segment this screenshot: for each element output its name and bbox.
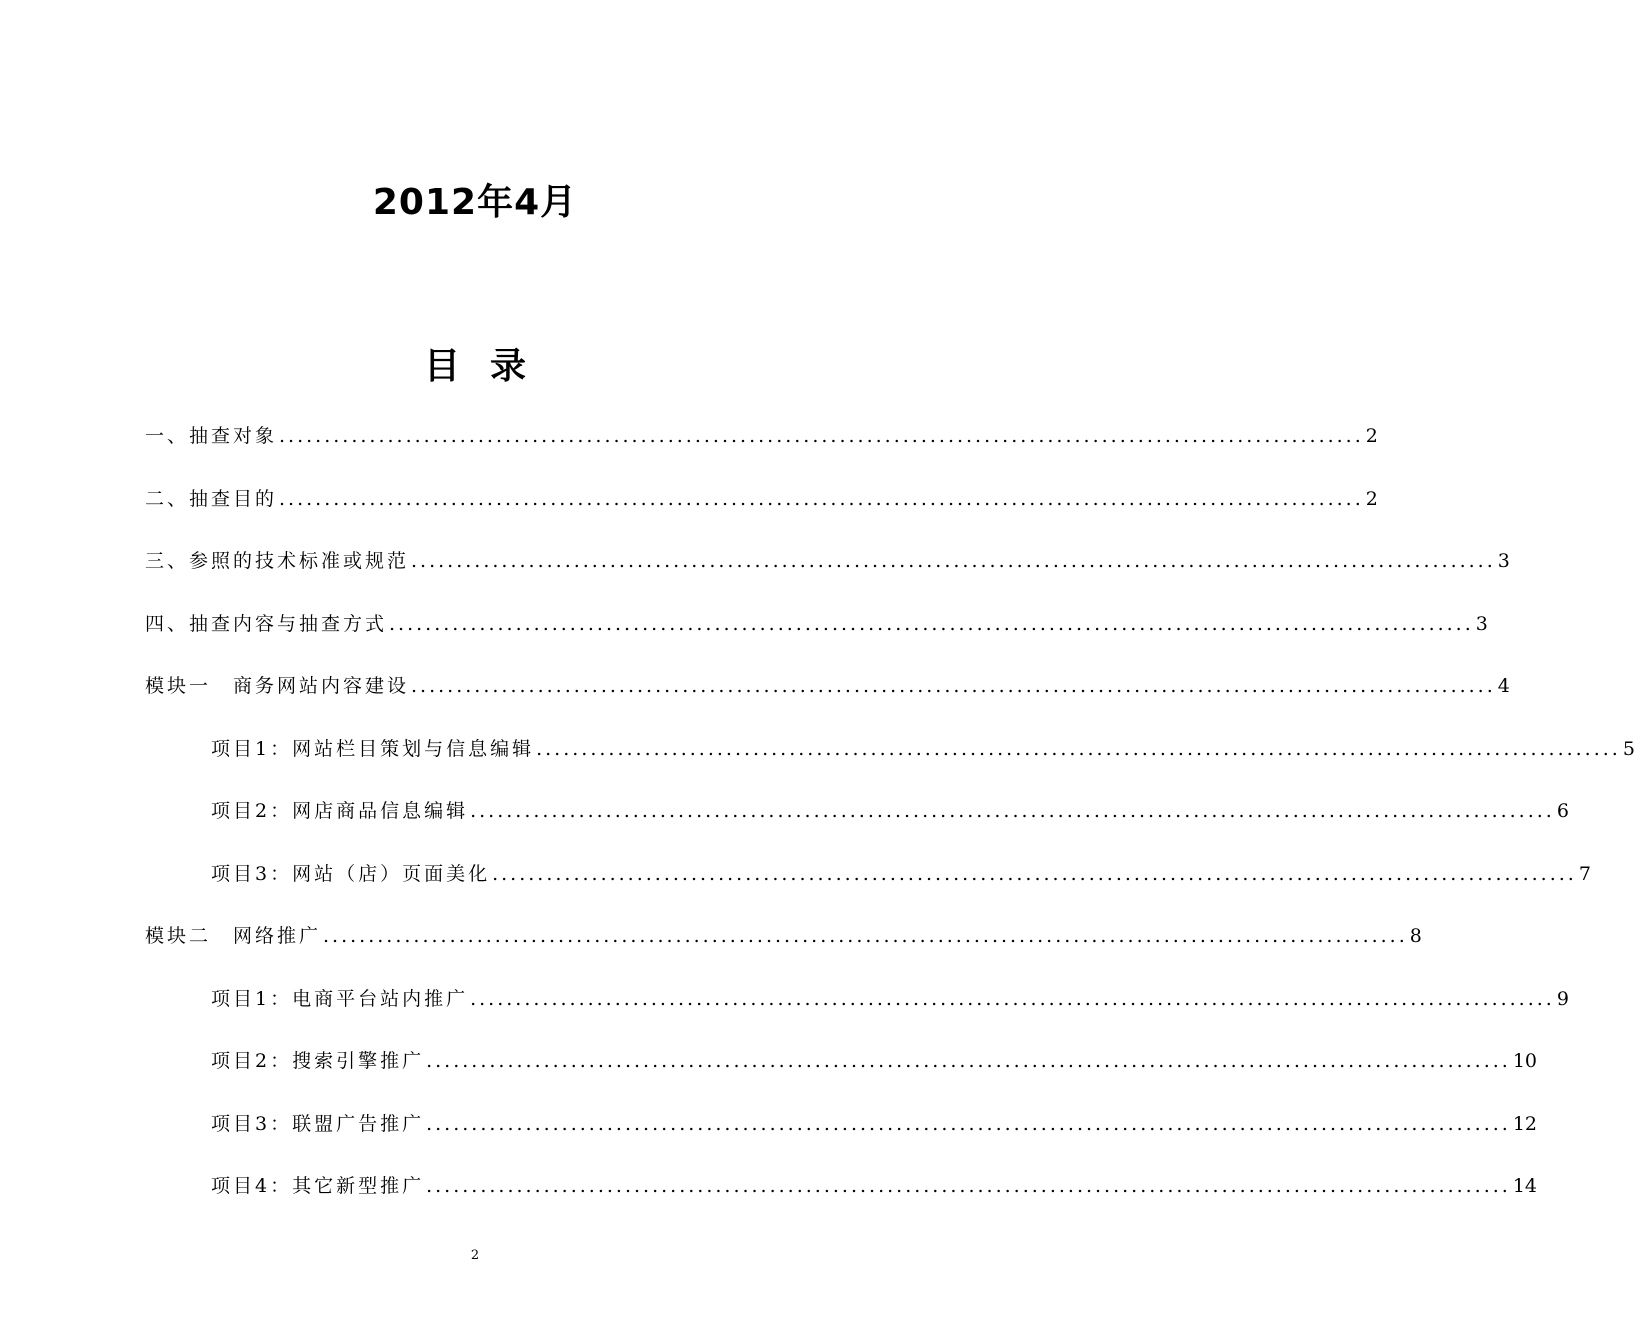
footer-page-number: 2 — [470, 1248, 480, 1263]
toc-entry-page: 9 — [1556, 987, 1569, 1010]
toc-entry-page: 5 — [1622, 737, 1635, 760]
toc-entry-label: 模块二 网络推广 — [145, 925, 322, 947]
toc-entry-page: 8 — [1409, 925, 1422, 947]
toc-entry[interactable] — [211, 1041, 1538, 1081]
toc-entry[interactable] — [145, 416, 1378, 456]
toc-entry[interactable] — [145, 604, 1488, 644]
toc-entry[interactable] — [211, 1104, 1538, 1144]
toc-leader-dots: ........................................................................................................................ — [426, 1175, 1511, 1197]
toc-entry[interactable] — [145, 666, 1510, 706]
toc-entry-page: 6 — [1556, 800, 1569, 822]
toc-leader-dots: ........................................................................................................................ — [536, 737, 1621, 760]
toc-entry-label: 三、参照的技术标准或规范 — [145, 550, 410, 572]
toc-entry-page: 4 — [1497, 675, 1510, 697]
toc-entry-label: 项目4：其它新型推广 — [211, 1175, 425, 1197]
toc-entry-page: 3 — [1497, 550, 1510, 572]
toc-entry[interactable] — [211, 791, 1569, 831]
toc-entry[interactable] — [211, 729, 1635, 769]
toc-entry-label: 四、抽查内容与抽查方式 — [145, 612, 388, 635]
toc-leader-dots: ........................................................................................................................ — [426, 1050, 1511, 1072]
toc-entry-page: 12 — [1512, 1112, 1538, 1135]
toc-leader-dots: ........................................................................................................................ — [470, 987, 1555, 1010]
toc-entry-label: 项目2：搜索引擎推广 — [211, 1050, 425, 1072]
toc-leader-dots: ........................................................................................................................ — [411, 550, 1496, 572]
toc-entry-page: 14 — [1512, 1175, 1538, 1197]
toc-leader-dots: ........................................................................................................................ — [492, 862, 1577, 885]
toc-leader-dots: ........................................................................................................................ — [279, 425, 1364, 447]
toc-leader-dots: ........................................................................................................................ — [279, 487, 1364, 510]
toc-entry-label: 项目1：电商平台站内推广 — [211, 987, 469, 1010]
toc-entry[interactable] — [145, 479, 1378, 519]
toc-entry-page: 7 — [1578, 862, 1591, 885]
toc-title: 目录 — [423, 346, 556, 387]
document-date: 2012年4月 — [372, 182, 578, 223]
toc-entry-label: 一、抽查对象 — [145, 425, 278, 447]
toc-entry-page: 3 — [1475, 612, 1488, 635]
toc-entry-label: 二、抽查目的 — [145, 487, 278, 510]
toc-entry-label: 模块一 商务网站内容建设 — [145, 675, 410, 697]
toc-leader-dots: ........................................................................................................................ — [470, 800, 1555, 822]
toc-entry-page: 2 — [1365, 425, 1378, 447]
toc-entry-label: 项目2：网店商品信息编辑 — [211, 800, 469, 822]
toc-entry-label: 项目3：网站（店）页面美化 — [211, 862, 491, 885]
toc-entry[interactable] — [211, 854, 1591, 894]
toc-entry[interactable] — [145, 916, 1422, 956]
toc-entry-label: 项目1：网站栏目策划与信息编辑 — [211, 737, 535, 760]
toc-leader-dots: ........................................................................................................................ — [389, 612, 1474, 635]
toc-entry-page: 2 — [1365, 487, 1378, 510]
toc-entry-page: 10 — [1512, 1050, 1538, 1072]
toc-entry[interactable] — [145, 541, 1510, 581]
toc-leader-dots: ........................................................................................................................ — [411, 675, 1496, 697]
toc-entry[interactable] — [211, 1166, 1538, 1206]
toc-entry-label: 项目3：联盟广告推广 — [211, 1112, 425, 1135]
toc-leader-dots: ........................................................................................................................ — [426, 1112, 1511, 1135]
toc-leader-dots: ........................................................................................................................ — [323, 925, 1408, 947]
toc-entry[interactable] — [211, 979, 1569, 1019]
